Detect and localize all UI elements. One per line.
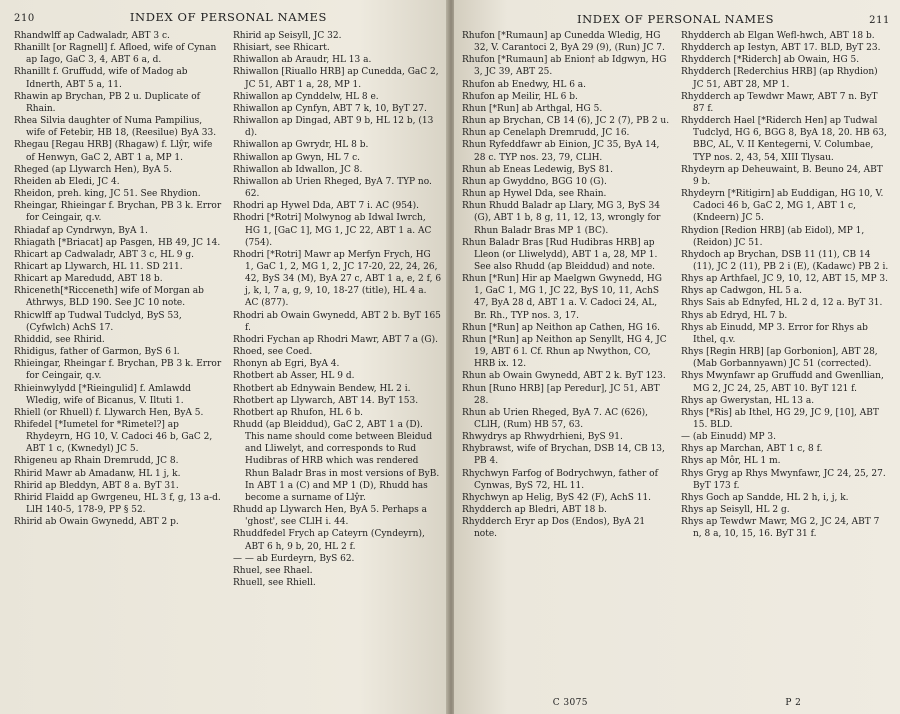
- index-entry: Rhiell (or Rhuell) f. Llywarch Hen, ByA 5.: [14, 407, 204, 418]
- index-entry: Rhieingar, Rheingar f. Brychan, PB 3 k. Error for Ceingair, q.v.: [14, 359, 222, 382]
- index-entry: Rhys ap Gwerystan, HL 13 a.: [681, 395, 815, 406]
- index-entry: Rhicwlff ap Tudwal Tudclyd, ByS 53, (Cyfwlch) AchS 17.: [14, 310, 182, 333]
- index-entry: Rhun ab Eneas Ledewig, ByS 81.: [462, 164, 614, 175]
- index-entry: Rheiden ab Eledi, JC 4.: [14, 176, 120, 187]
- index-entry: Rhanillt [or Ragnell] f. Afloed, wife of Cynan ap Iago, GaC 3, 4, ABT 6 a, d.: [14, 43, 217, 66]
- index-entry: Rhun ap Hywel Dda, see Rhain.: [462, 189, 607, 200]
- gathering-mark: P 2: [785, 698, 802, 708]
- index-entry: Rhun ab Owain Gwynedd, ABT 2 k. ByT 123.: [462, 371, 666, 382]
- index-entry: — — ab Eurdeyrn, ByS 62.: [233, 553, 355, 564]
- index-entry: Rhys Gryg ap Rhys Mwynfawr, JC 24, 25, 27. ByT 173 f.: [681, 468, 886, 491]
- index-entry: Rhirid ap Bleddyn, ABT 8 a. ByT 31.: [14, 480, 179, 491]
- index-entry: Rhirid Flaidd ap Gwrgeneu, HL 3 f, g, 13 a-d. LlH 140-5, 178-9, PP § 52.: [14, 492, 221, 516]
- index-entry: Rhun ap Gwyddno, BGG 10 (G).: [462, 176, 607, 187]
- index-entry: Rhys [*Ris] ab Ithel, HG 29, JC 9, [10], ABT 15. BLD.: [681, 407, 879, 430]
- index-entry: Rhys Goch ap Sandde, HL 2 h, i, j, k.: [681, 492, 849, 503]
- index-entry: Rhodri [*Rotri] Mawr ap Merfyn Frych, HG 1, GaC 1, 2, MG 1, 2, JC 17-20, 22, 24, 26, 42, ByS 34 (M), ByA 27 c, ABT 1 a, e, 2 f, 6 j, k, l, 7 a, g, 9, 10, 18-27 (title), HL 4 a. AC (877).: [233, 249, 442, 309]
- index-entry: Rhychwyn ap Helig, ByS 42 (F), AchS 11.: [462, 492, 652, 503]
- index-entry: Rhydeyrn ap Deheuwaint, B. Beuno 24, ABT 9 b.: [681, 164, 883, 187]
- index-entry: Rhys [Regin HRB] [ap Gorbonion], ABT 28, (Mab Gorbannyawn) JC 51 (corrected).: [681, 347, 878, 370]
- index-entry: — (ab Einudd) MP 3.: [681, 432, 777, 443]
- index-entry: Rhun ap Cenelaph Dremrudd, JC 16.: [462, 128, 630, 139]
- index-entry: Rhiwallon ap Cynfyn, ABT 7 k, 10, ByT 27.: [233, 103, 427, 114]
- page-header-right: INDEX OF PERSONAL NAMES: [577, 12, 775, 26]
- index-entry: Rhiwallon ap Cynddelw, HL 8 e.: [233, 91, 379, 102]
- index-entry: Rhodri ab Owain Gwynedd, ABT 2 b. ByT 165 f.: [233, 310, 441, 333]
- index-entry: Rhydderch ap Iestyn, ABT 17. BLD, ByT 23.: [681, 43, 881, 54]
- index-entry: Rhiwallon ap Dingad, ABT 9 b, HL 12 b, (13 d).: [233, 116, 434, 139]
- index-entry: Rhun [*Run] ap Neithon ap Senyllt, HG 4, JC 19, ABT 6 l. Cf. Rhun ap Nwython, CO, HRB ix. 12.: [462, 334, 667, 370]
- index-entry: Rhisiart, see Rhicart.: [233, 43, 330, 54]
- index-entry: Rhodri [*Rotri] Molwynog ab Idwal Iwrch, HG 1, [GaC 1], MG 1, JC 22, ABT 1 a. AC (754).: [233, 213, 432, 248]
- index-entry: Rhydion [Redion HRB] (ab Eidol), MP 1, (Reidon) JC 51.: [681, 225, 865, 248]
- index-entry: Rhotbert ab Ednywain Bendew, HL 2 i.: [233, 383, 411, 394]
- index-entry: Rhydeyrn [*Ritigirn] ab Euddigan, HG 10, V. Cadoci 46 b, GaC 2, MG 1, ABT 1 c, (Kndeern) JC 5.: [681, 189, 884, 224]
- index-entry: Rhys ap Tewdwr Mawr, MG 2, JC 24, ABT 7 n, 8 a, 10, 15, 16. ByT 31 f.: [681, 517, 880, 540]
- index-entry: Rhwydrys ap Rhwydrhieni, ByS 91.: [462, 432, 623, 443]
- index-entry: Rhicart ap Cadwaladr, ABT 3 c, HL 9 g.: [14, 249, 194, 260]
- index-entry: Rhys ap Môr, HL 1 m.: [681, 456, 781, 467]
- index-entry: Rhun Baladr Bras [Rud Hudibras HRB] ap Lleon (or Lliwelydd), ABT 1 a, 28, MP 1. See also Rhudd (ap Bleiddud) and note.: [462, 237, 658, 272]
- index-entry: Rhiceneth[*Ricceneth] wife of Morgan ab Athrwys, BLD 190. See JC 10 note.: [14, 286, 204, 309]
- page-number-left: 210: [14, 13, 35, 24]
- index-entry: Rhun [*Run] Hir ap Maelgwn Gwynedd, HG 1, GaC 1, MG 1, JC 22, ByS 10, 11, AchS 47, ByA 28 d, ABT 1 a. V. Cadoci 24, AL, Br. Rh., TYP nos. 3, 17.: [462, 274, 662, 321]
- index-entry: Rhydderch ap Tewdwr Mawr, ABT 7 n. ByT 87 f.: [681, 91, 878, 114]
- index-entry: Rhys ab Edryd, HL 7 b.: [681, 310, 788, 321]
- index-entry: Rhirid ab Owain Gwynedd, ABT 2 p.: [14, 517, 179, 528]
- index-entry: Rhun [Runo HRB] [ap Peredur], JC 51, ABT 28.: [462, 383, 660, 406]
- index-entry: Rhotbert ab Asser, HL 9 d.: [233, 371, 355, 382]
- index-entry: Rhuel, see Rhael.: [233, 565, 313, 576]
- index-entry: Rhotbert ap Llywarch, ABT 14. ByT 153.: [233, 395, 419, 406]
- index-entry: Rhiwallon ap Gwrydr, HL 8 b.: [233, 140, 369, 151]
- index-entry: Rhufon ap Meilir, HL 6 b.: [462, 91, 578, 102]
- index-entry: Rhybrawst, wife of Brychan, DSB 14, CB 13, PB 4.: [462, 444, 665, 467]
- index-entry: Rhydderch Hael [*Riderch Hen] ap Tudwal Tudclyd, HG 6, BGG 8, ByA 18, 20. HB 63, BBC, AL, V. II Kentegerni, V. Columbae, TYP nos. 2, 43, 54, XIII Tlysau.: [681, 116, 887, 163]
- index-entry: Rhys ap Marchan, ABT 1 c, 8 f.: [681, 444, 823, 455]
- index-entry: Rhun ab Urien Rheged, ByA 7. AC (626), CLlH, (Rum) HB 57, 63.: [462, 407, 649, 430]
- left-column-2: [233, 30, 442, 589]
- index-entry: Rhun [*Run] ap Neithon ap Cathen, HG 16.: [462, 322, 661, 333]
- index-entry: Rhys ap Arthfael, JC 9, 10, 12, ABT 15, MP 3.: [681, 274, 888, 285]
- index-entry: Rhychwyn Farfog of Bodrychwyn, father of Cynwas, ByS 72, HL 11.: [462, 468, 658, 491]
- index-entry: Rhydderch [Rederchius HRB] (ap Rhydion) JC 51, ABT 28, MP 1.: [681, 67, 878, 90]
- index-entry: Rhirid Mawr ab Amadanw, HL 1 j, k.: [14, 468, 181, 479]
- index-entry: Rhuddfedel Frych ap Cateyrn (Cyndeyrn), ABT 6 h, 9 b, 20, HL 2 f.: [233, 529, 425, 552]
- index-entry: Rhys Sais ab Ednyfed, HL 2 d, 12 a. ByT 31.: [681, 298, 883, 309]
- index-entry: Rhicart ap Llywarch, HL 11. SD 211.: [14, 261, 183, 272]
- right-column-2: [681, 30, 890, 541]
- signature-mark: C 3075: [552, 698, 588, 708]
- index-entry: Rhea Silvia daughter of Numa Pampilius, wife of Fetebir, HB 18, (Reesilue) ByA 33.: [14, 116, 217, 139]
- left-column-1: [14, 30, 223, 589]
- page-number-right: 211: [869, 15, 890, 26]
- index-entry: Rhydoch ap Brychan, DSB 11 (11), CB 14 (11), JC 2 (11), PB 2 i (E), (Kadawc) PB 2 i.: [681, 249, 889, 272]
- right-page-footer: [454, 698, 900, 708]
- index-entry: Rhys ab Einudd, MP 3. Error for Rhys ab Ithel, q.v.: [681, 322, 868, 345]
- index-entry: Rhegau [Regau HRB] (Rhagaw) f. Llŷr, wife of Henwyn, GaC 2, ABT 1 a, MP 1.: [14, 140, 213, 163]
- index-entry: Rhawin ap Brychan, PB 2 u. Duplicate of Rhain.: [14, 91, 201, 114]
- index-entry: Rhiwallon ab Araudr, HL 13 a.: [233, 55, 372, 66]
- index-entry: Rhydderch ab Elgan Wefl-hwch, ABT 18 b.: [681, 31, 875, 41]
- index-entry: Rheged (ap Llywarch Hen), ByA 5.: [14, 164, 172, 175]
- index-entry: Rhun [*Run] ab Arthgal, HG 5.: [462, 103, 603, 114]
- index-entry: Rhys ap Seisyll, HL 2 g.: [681, 505, 790, 516]
- index-entry: Rhicart ap Maredudd, ABT 18 b.: [14, 274, 163, 285]
- index-entry: Rhun Ryfeddfawr ab Einion, JC 35, ByA 14, 28 c. TYP nos. 23, 79, CLlH.: [462, 140, 660, 163]
- index-entry: Rheidon, preh. king, JC 51. See Rhydion.: [14, 189, 201, 200]
- index-entry: Rhys ap Cadwgon, HL 5 a.: [681, 286, 803, 297]
- index-entry: Rhandwlff ap Cadwaladr, ABT 3 c.: [14, 31, 170, 41]
- left-running-head: [14, 10, 442, 24]
- index-entry: Rhoed, see Coed.: [233, 347, 313, 358]
- right-page: [454, 0, 900, 714]
- index-entry: Rhydderch [*Riderch] ab Owain, HG 5.: [681, 55, 860, 66]
- index-entry: Rhiwallon ab Idwallon, JC 8.: [233, 164, 363, 175]
- index-entry: Rhiwallon [Riuallo HRB] ap Cunedda, GaC 2, JC 51, ABT 1 a, 28, MP 1.: [233, 67, 439, 90]
- index-entry: Rheingar, Rhieingar f. Brychan, PB 3 k. Error for Ceingair, q.v.: [14, 201, 222, 224]
- index-entry: Rhiwallon ab Urien Rheged, ByA 7. TYP no. 62.: [233, 176, 432, 200]
- index-entry: Rhydderch ap Bledri, ABT 18 b.: [462, 505, 607, 516]
- left-page: [0, 0, 448, 714]
- index-entry: Rhieinwylydd [*Rieingulid] f. Amlawdd Wledig, wife of Bicanus, V. Iltuti 1.: [14, 383, 191, 406]
- index-entry: Rhifedel [*Iumetel for *Rimetel?] ap Rhydeyrn, HG 10, V. Cadoci 46 b, GaC 2, ABT 1 c, (Kwnedyl) JC 5.: [14, 420, 213, 455]
- index-entry: Rhonyn ab Egri, ByA 4.: [233, 359, 340, 370]
- index-entry: Rhiwallon ap Gwyn, HL 7 c.: [233, 152, 361, 163]
- index-entry: Rhuell, see Rhiell.: [233, 578, 316, 589]
- index-entry: Rhidigus, father of Garmon, ByS 6 l.: [14, 347, 180, 358]
- index-entry: Rhiagath [*Briacat] ap Pasgen, HB 49, JC 14.: [14, 237, 221, 248]
- right-column-1: [462, 30, 671, 541]
- index-entry: Rhudd ap Llywarch Hen, ByA 5. Perhaps a 'ghost', see CLlH i. 44.: [233, 505, 427, 528]
- index-entry: Rhirid ap Seisyll, JC 32.: [233, 31, 342, 41]
- index-entry: Rhun ap Brychan, CB 14 (6), JC 2 (7), PB 2 u.: [462, 116, 670, 127]
- index-entry: Rhotbert ap Rhufon, HL 6 b.: [233, 407, 363, 418]
- page-header-left: INDEX OF PERSONAL NAMES: [129, 10, 327, 24]
- index-entry: Rhufon [*Rumaun] ap Cunedda Wledig, HG 32, V. Carantoci 2, ByA 29 (9), (Run) JC 7.: [462, 31, 665, 54]
- right-running-head: [462, 12, 890, 26]
- index-entry: Rhiddid, see Rhirid.: [14, 334, 105, 345]
- index-entry: Rhufon ab Enedwy, HL 6 a.: [462, 79, 587, 90]
- index-entry: Rhudd (ap Bleiddud), GaC 2, ABT 1 a (D). This name should come between Bleidud and Lliwelyt, and corresponds to Rud Hudibras of HRB which was rendered Rhun Baladr Bras in most versions of ByB. In ABT 1 a (C) and MP 1 (D), Rhudd has become a surname of Llŷr.: [233, 420, 440, 503]
- index-entry: Rhanillt f. Gruffudd, wife of Madog ab Idnerth, ABT 5 a, 11.: [14, 67, 188, 90]
- index-entry: Rhydderch Eryr ap Dos (Endos), ByA 21 note.: [462, 517, 646, 540]
- index-entry: Rhufon [*Rumaun] ab Enion† ab Idgwyn, HG 3, JC 39, ABT 25.: [462, 55, 667, 78]
- index-entry: Rhun Rhudd Baladr ap Llary, MG 3, ByS 34 (G), ABT 1 b, 8 g, 11, 12, 13, wrongly for Rhun Baladr Bras MP 1 (BC).: [462, 201, 661, 236]
- index-entry: Rhys Mwynfawr ap Gruffudd and Gwenllian, MG 2, JC 24, 25, ABT 10. ByT 121 f.: [681, 371, 884, 394]
- index-entry: Rhodri Fychan ap Rhodri Mawr, ABT 7 a (G).: [233, 334, 438, 345]
- index-entry: Rhigeneu ap Rhain Dremrudd, JC 8.: [14, 456, 179, 467]
- index-entry: Rhiadaf ap Cyndrwyn, ByA 1.: [14, 225, 148, 236]
- index-entry: Rhodri ap Hywel Dda, ABT 7 i. AC (954).: [233, 201, 420, 212]
